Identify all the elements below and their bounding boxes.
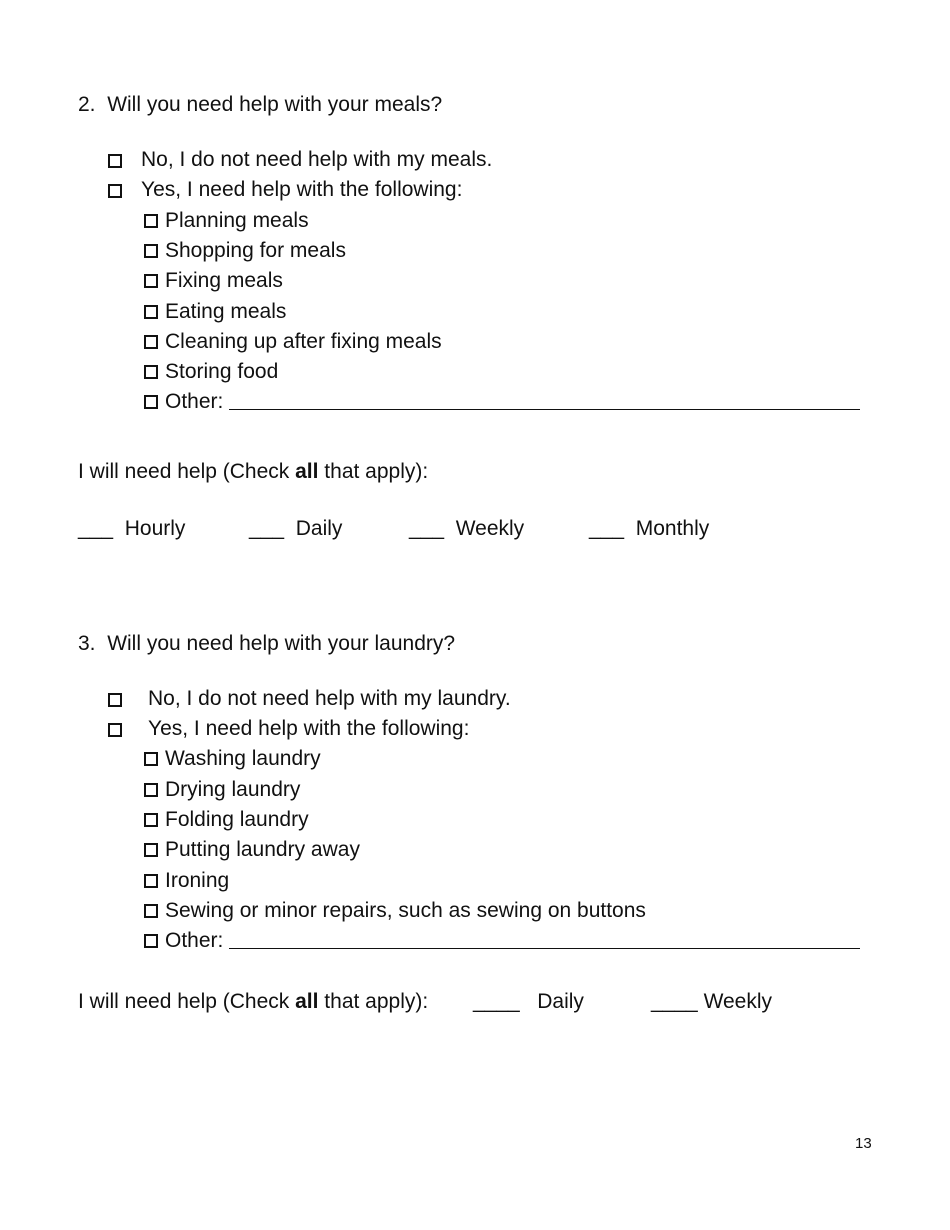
q3-question: Will you need help with your laundry?	[107, 632, 456, 655]
q2-fixing-checkbox[interactable]	[144, 274, 158, 288]
q3-yes-checkbox[interactable]	[108, 723, 122, 737]
q2-freq-blank[interactable]: ___	[409, 517, 445, 540]
q3-ironing-checkbox[interactable]	[144, 874, 158, 888]
q2-eating-checkbox[interactable]	[144, 305, 158, 319]
q3-subitem-label: Drying laundry	[165, 778, 301, 801]
q3-other-label: Other:	[165, 929, 224, 952]
q3-frequency-bold: all	[295, 990, 319, 1013]
q2-subitem	[144, 240, 346, 261]
q3-subitem	[144, 839, 360, 860]
q2-freq-blank[interactable]: ___	[78, 517, 114, 540]
q2-freq-monthly[interactable]	[589, 518, 709, 539]
q2-subitem-label: Eating meals	[165, 300, 287, 323]
q2-shopping-checkbox[interactable]	[144, 244, 158, 258]
q2-subitem	[144, 270, 283, 291]
q2-heading	[78, 94, 442, 115]
q3-freq-daily[interactable]	[473, 991, 584, 1012]
q2-freq-hourly[interactable]	[78, 518, 185, 539]
q3-subitem-label: Putting laundry away	[165, 838, 360, 861]
q3-freq-weekly[interactable]	[651, 991, 772, 1012]
q2-freq-label: Monthly	[635, 517, 710, 540]
q3-other-input-line[interactable]	[229, 931, 860, 949]
page-number: 13	[855, 1135, 872, 1152]
q3-freq-label: Weekly	[703, 990, 773, 1013]
q3-folding-checkbox[interactable]	[144, 813, 158, 827]
q3-subitem	[144, 900, 646, 921]
q2-subitem-label: Fixing meals	[165, 269, 283, 292]
q2-subitem	[144, 301, 286, 322]
q2-subitem-other	[144, 391, 860, 412]
q2-yes-label: Yes, I need help with the following:	[141, 178, 463, 201]
q3-subitem-label: Folding laundry	[165, 808, 309, 831]
q3-washing-checkbox[interactable]	[144, 752, 158, 766]
q3-subitem	[144, 870, 229, 891]
q2-subitem	[144, 361, 278, 382]
q2-freq-label: Hourly	[124, 517, 186, 540]
q3-subitem	[144, 779, 300, 800]
q2-cleaning-checkbox[interactable]	[144, 335, 158, 349]
q2-planning-checkbox[interactable]	[144, 214, 158, 228]
q3-number: 3.	[78, 632, 96, 655]
q3-subitem-label: Washing laundry	[165, 747, 321, 770]
q2-storing-checkbox[interactable]	[144, 365, 158, 379]
q3-freq-label: Daily	[537, 990, 584, 1013]
q2-subitem-label: Planning meals	[165, 209, 309, 232]
q2-freq-blank[interactable]: ___	[249, 517, 285, 540]
q3-frequency-prefix: I will need help (Check	[78, 990, 296, 1013]
q3-subitem	[144, 809, 309, 830]
q2-freq-label: Weekly	[455, 517, 525, 540]
q2-number: 2.	[78, 93, 96, 116]
q3-freq-blank[interactable]: ____	[473, 990, 520, 1013]
q3-other-checkbox[interactable]	[144, 934, 158, 948]
q2-subitem-label: Storing food	[165, 360, 279, 383]
q2-no-label: No, I do not need help with my meals.	[141, 148, 493, 171]
q2-yes-checkbox[interactable]	[108, 184, 122, 198]
q2-frequency-instruction	[78, 461, 428, 482]
q2-no-checkbox[interactable]	[108, 154, 122, 168]
q2-subitem	[144, 331, 442, 352]
q2-frequency-bold: all	[295, 460, 319, 483]
q3-subitem-other	[144, 930, 860, 951]
q2-freq-daily[interactable]	[249, 518, 342, 539]
q3-subitem-label: Ironing	[165, 869, 230, 892]
q2-subitem-label: Cleaning up after fixing meals	[165, 330, 442, 353]
q3-drying-checkbox[interactable]	[144, 783, 158, 797]
q2-frequency-prefix: I will need help (Check	[78, 460, 296, 483]
q3-sewing-checkbox[interactable]	[144, 904, 158, 918]
q2-other-input-line[interactable]	[229, 392, 860, 410]
q2-freq-weekly[interactable]	[409, 518, 524, 539]
q3-heading	[78, 633, 455, 654]
q2-subitem-label: Shopping for meals	[165, 239, 346, 262]
q2-frequency-suffix: that apply):	[318, 460, 429, 483]
q2-other-checkbox[interactable]	[144, 395, 158, 409]
q3-putting-away-checkbox[interactable]	[144, 843, 158, 857]
q2-other-label: Other:	[165, 390, 224, 413]
q3-yes-label: Yes, I need help with the following:	[148, 717, 470, 740]
q2-freq-label: Daily	[295, 517, 343, 540]
q3-frequency-suffix: that apply):	[318, 990, 429, 1013]
q2-question: Will you need help with your meals?	[107, 93, 443, 116]
q3-no-checkbox[interactable]	[108, 693, 122, 707]
q3-freq-blank[interactable]: ____	[651, 990, 698, 1013]
q2-freq-blank[interactable]: ___	[589, 517, 625, 540]
q2-subitem	[144, 210, 309, 231]
q3-subitem	[144, 748, 321, 769]
q3-subitem-label: Sewing or minor repairs, such as sewing on buttons	[165, 899, 646, 922]
q3-frequency-instruction	[78, 991, 428, 1012]
q3-no-label: No, I do not need help with my laundry.	[148, 687, 511, 710]
